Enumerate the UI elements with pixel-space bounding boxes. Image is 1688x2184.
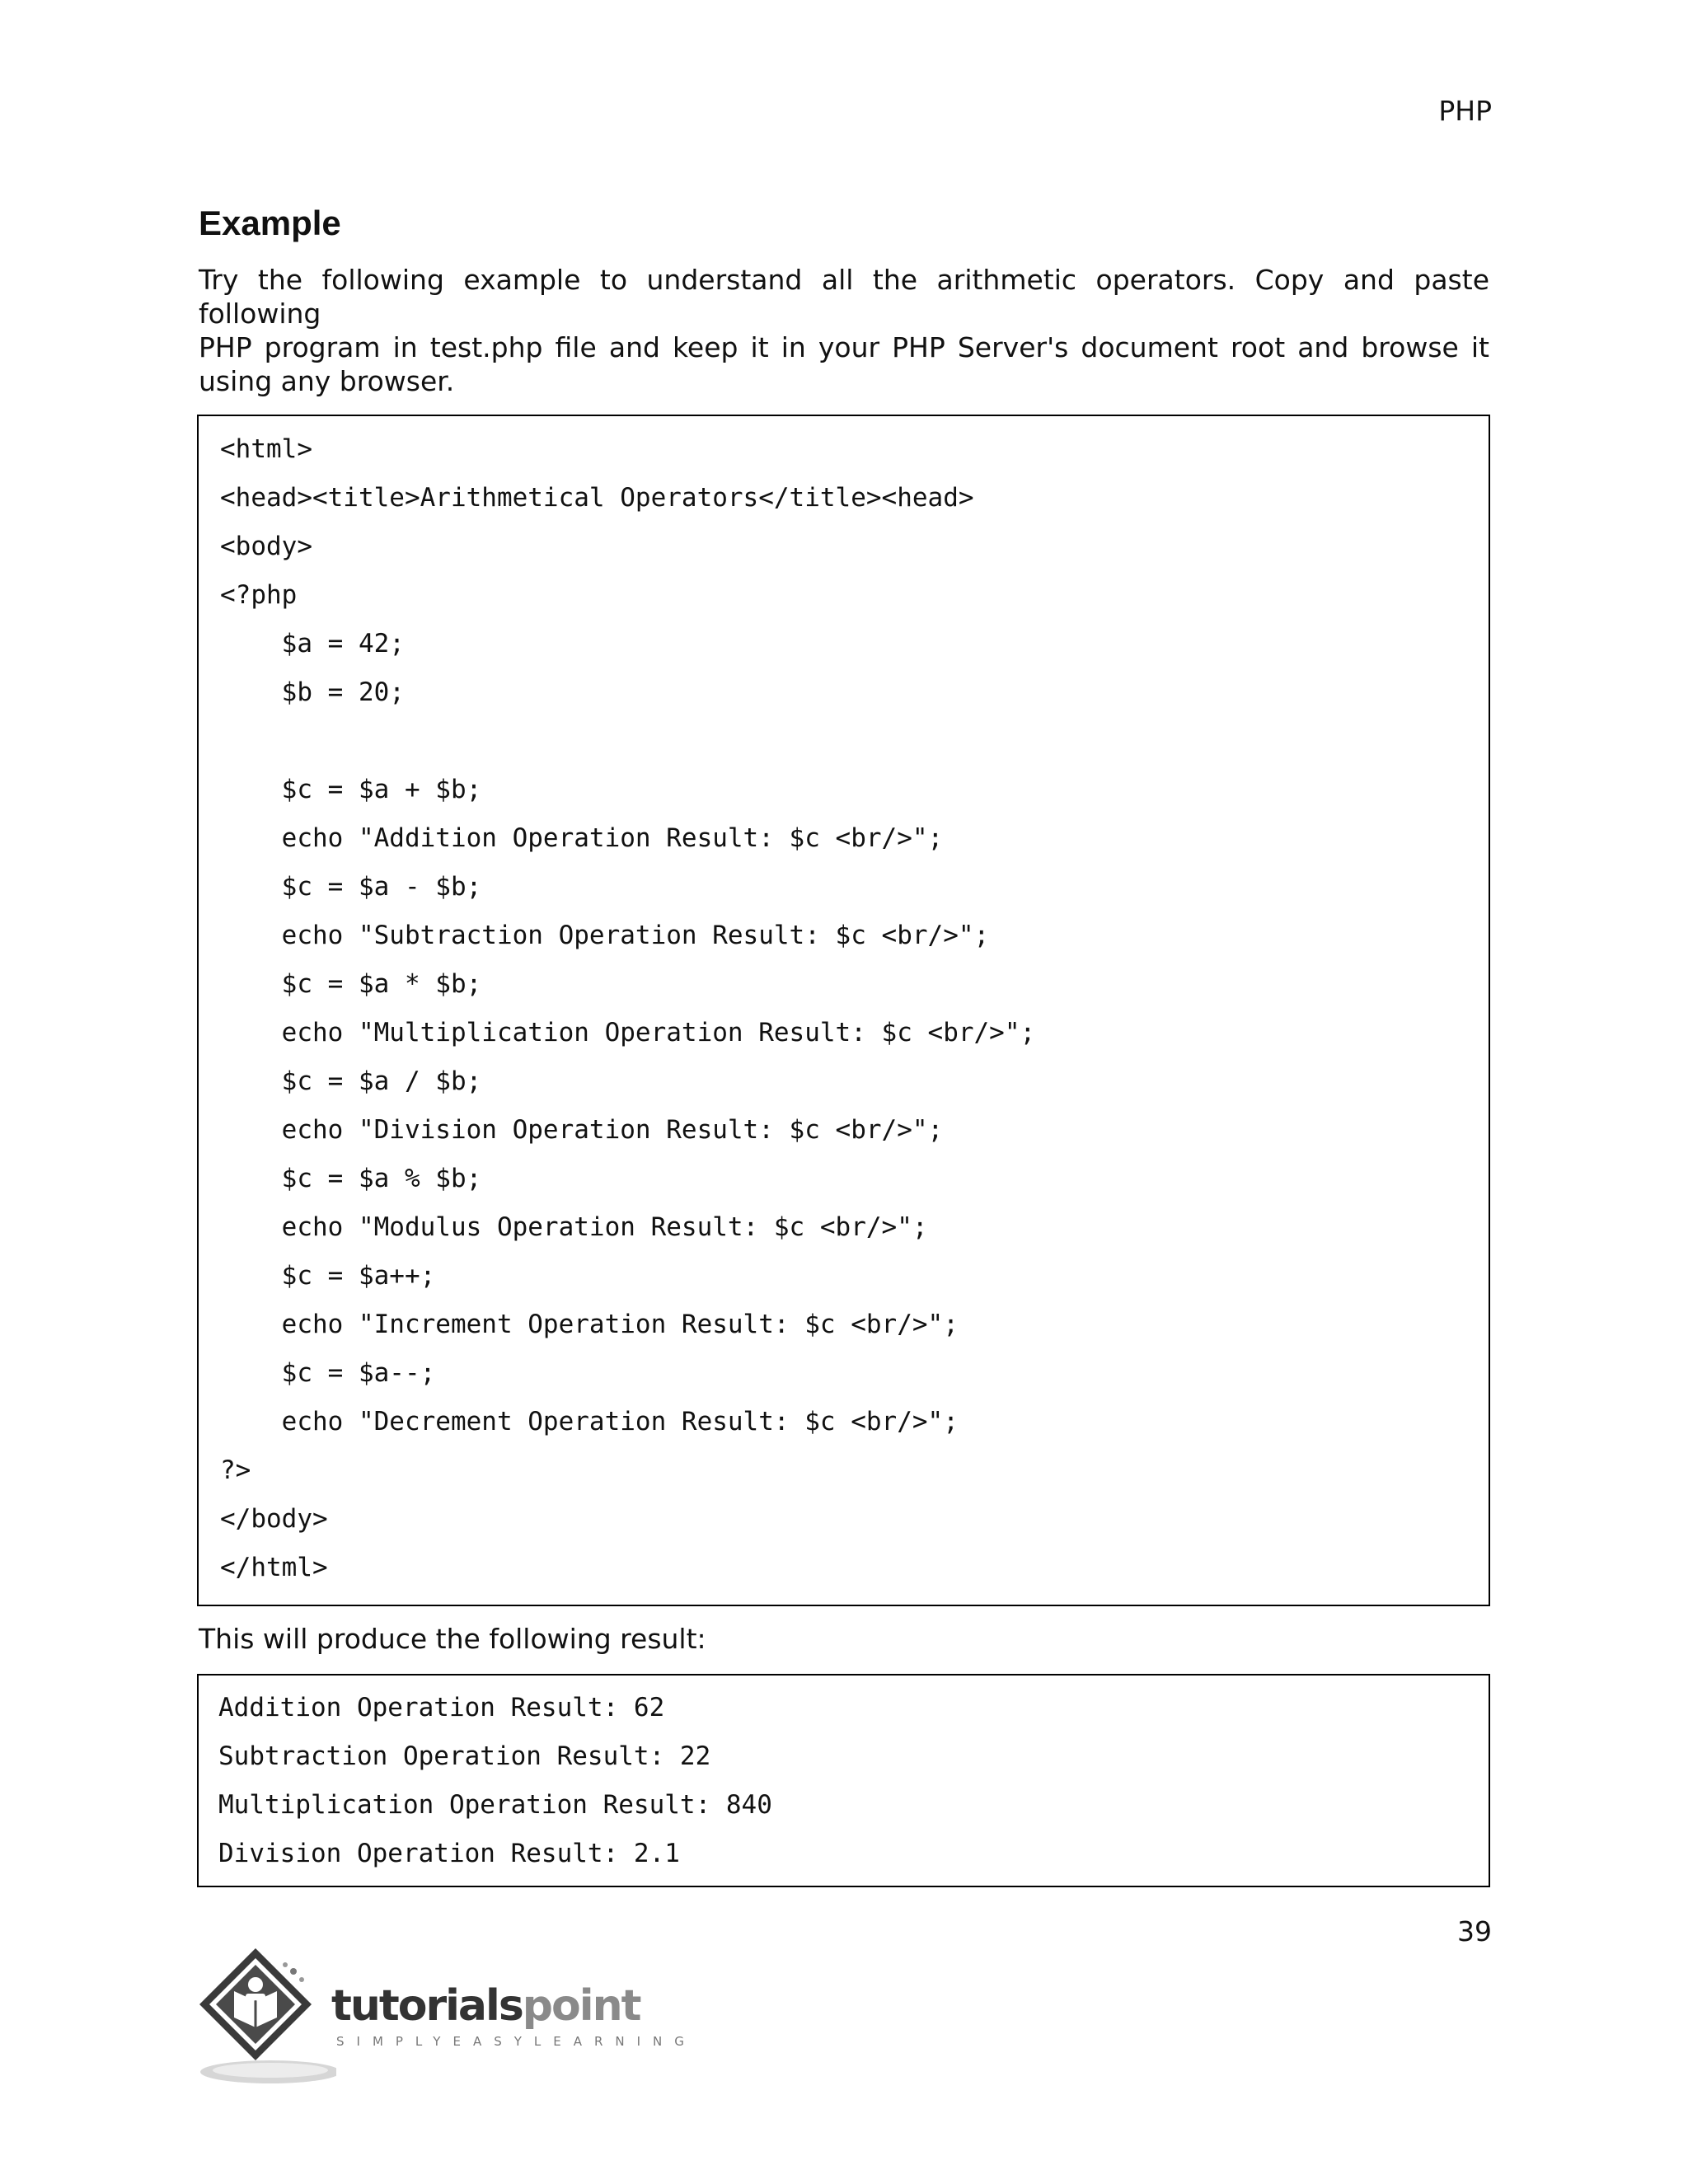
logo-wordmark bbox=[331, 1981, 640, 2031]
code-line: echo "Addition Operation Result: $c <br/>"; bbox=[220, 823, 944, 853]
page-header-section: PHP bbox=[1438, 95, 1492, 127]
output-line: Multiplication Operation Result: 840 bbox=[218, 1790, 772, 1820]
code-line: ?> bbox=[220, 1455, 251, 1485]
code-line: echo "Multiplication Operation Result: $c <br/>"; bbox=[220, 1018, 1036, 1047]
code-line: $b = 20; bbox=[220, 677, 405, 707]
logo-word-light: point bbox=[522, 1981, 640, 2031]
code-line: <head><title>Arithmetical Operators</title><head> bbox=[220, 483, 974, 513]
code-line: echo "Subtraction Operation Result: $c <br/>"; bbox=[220, 921, 990, 950]
code-listing bbox=[197, 415, 1490, 1606]
code-line: echo "Increment Operation Result: $c <br/>"; bbox=[220, 1310, 959, 1339]
code-line: </body> bbox=[220, 1504, 328, 1534]
code-line: $c = $a--; bbox=[220, 1358, 436, 1388]
code-line: $c = $a - $b; bbox=[220, 872, 482, 902]
code-line: $c = $a / $b; bbox=[220, 1066, 482, 1096]
logo-tagline: SIMPLYEASYLEARNING bbox=[336, 2034, 696, 2049]
code-line: <html> bbox=[220, 434, 312, 464]
code-line: echo "Division Operation Result: $c <br/>"; bbox=[220, 1115, 944, 1145]
code-line: $c = $a + $b; bbox=[220, 775, 482, 804]
output-line: Subtraction Operation Result: 22 bbox=[218, 1741, 711, 1771]
output-line: Division Operation Result: 2.1 bbox=[218, 1839, 680, 1868]
tutorialspoint-logo bbox=[196, 1942, 696, 2090]
code-line: echo "Decrement Operation Result: $c <br/>"; bbox=[220, 1407, 959, 1436]
code-line: echo "Modulus Operation Result: $c <br/>"; bbox=[220, 1212, 928, 1242]
code-line: <?php bbox=[220, 580, 298, 610]
code-line: $c = $a * $b; bbox=[220, 969, 482, 999]
page-number: 39 bbox=[1457, 1915, 1492, 1947]
intro-line: using any browser. bbox=[199, 365, 455, 397]
code-line: <body> bbox=[220, 532, 312, 561]
logo-word-dark: tutorials bbox=[331, 1981, 523, 2031]
code-line: </html> bbox=[220, 1553, 328, 1582]
intro-line: Try the following example to understand all the arithmetic operators. Copy and paste following bbox=[199, 264, 1489, 330]
code-line: $c = $a++; bbox=[220, 1261, 436, 1291]
logo-emblem-icon bbox=[196, 1942, 336, 2090]
output-line: Addition Operation Result: 62 bbox=[218, 1693, 665, 1722]
intro-line: PHP program in test.php file and keep it in your PHP Server's document root and browse it bbox=[199, 331, 1489, 363]
intro-paragraph bbox=[199, 263, 1489, 398]
output-listing bbox=[197, 1674, 1490, 1887]
result-intro: This will produce the following result: bbox=[199, 1623, 706, 1655]
code-line: $a = 42; bbox=[220, 629, 405, 658]
code-line: $c = $a % $b; bbox=[220, 1164, 482, 1193]
section-heading: Example bbox=[199, 204, 341, 242]
